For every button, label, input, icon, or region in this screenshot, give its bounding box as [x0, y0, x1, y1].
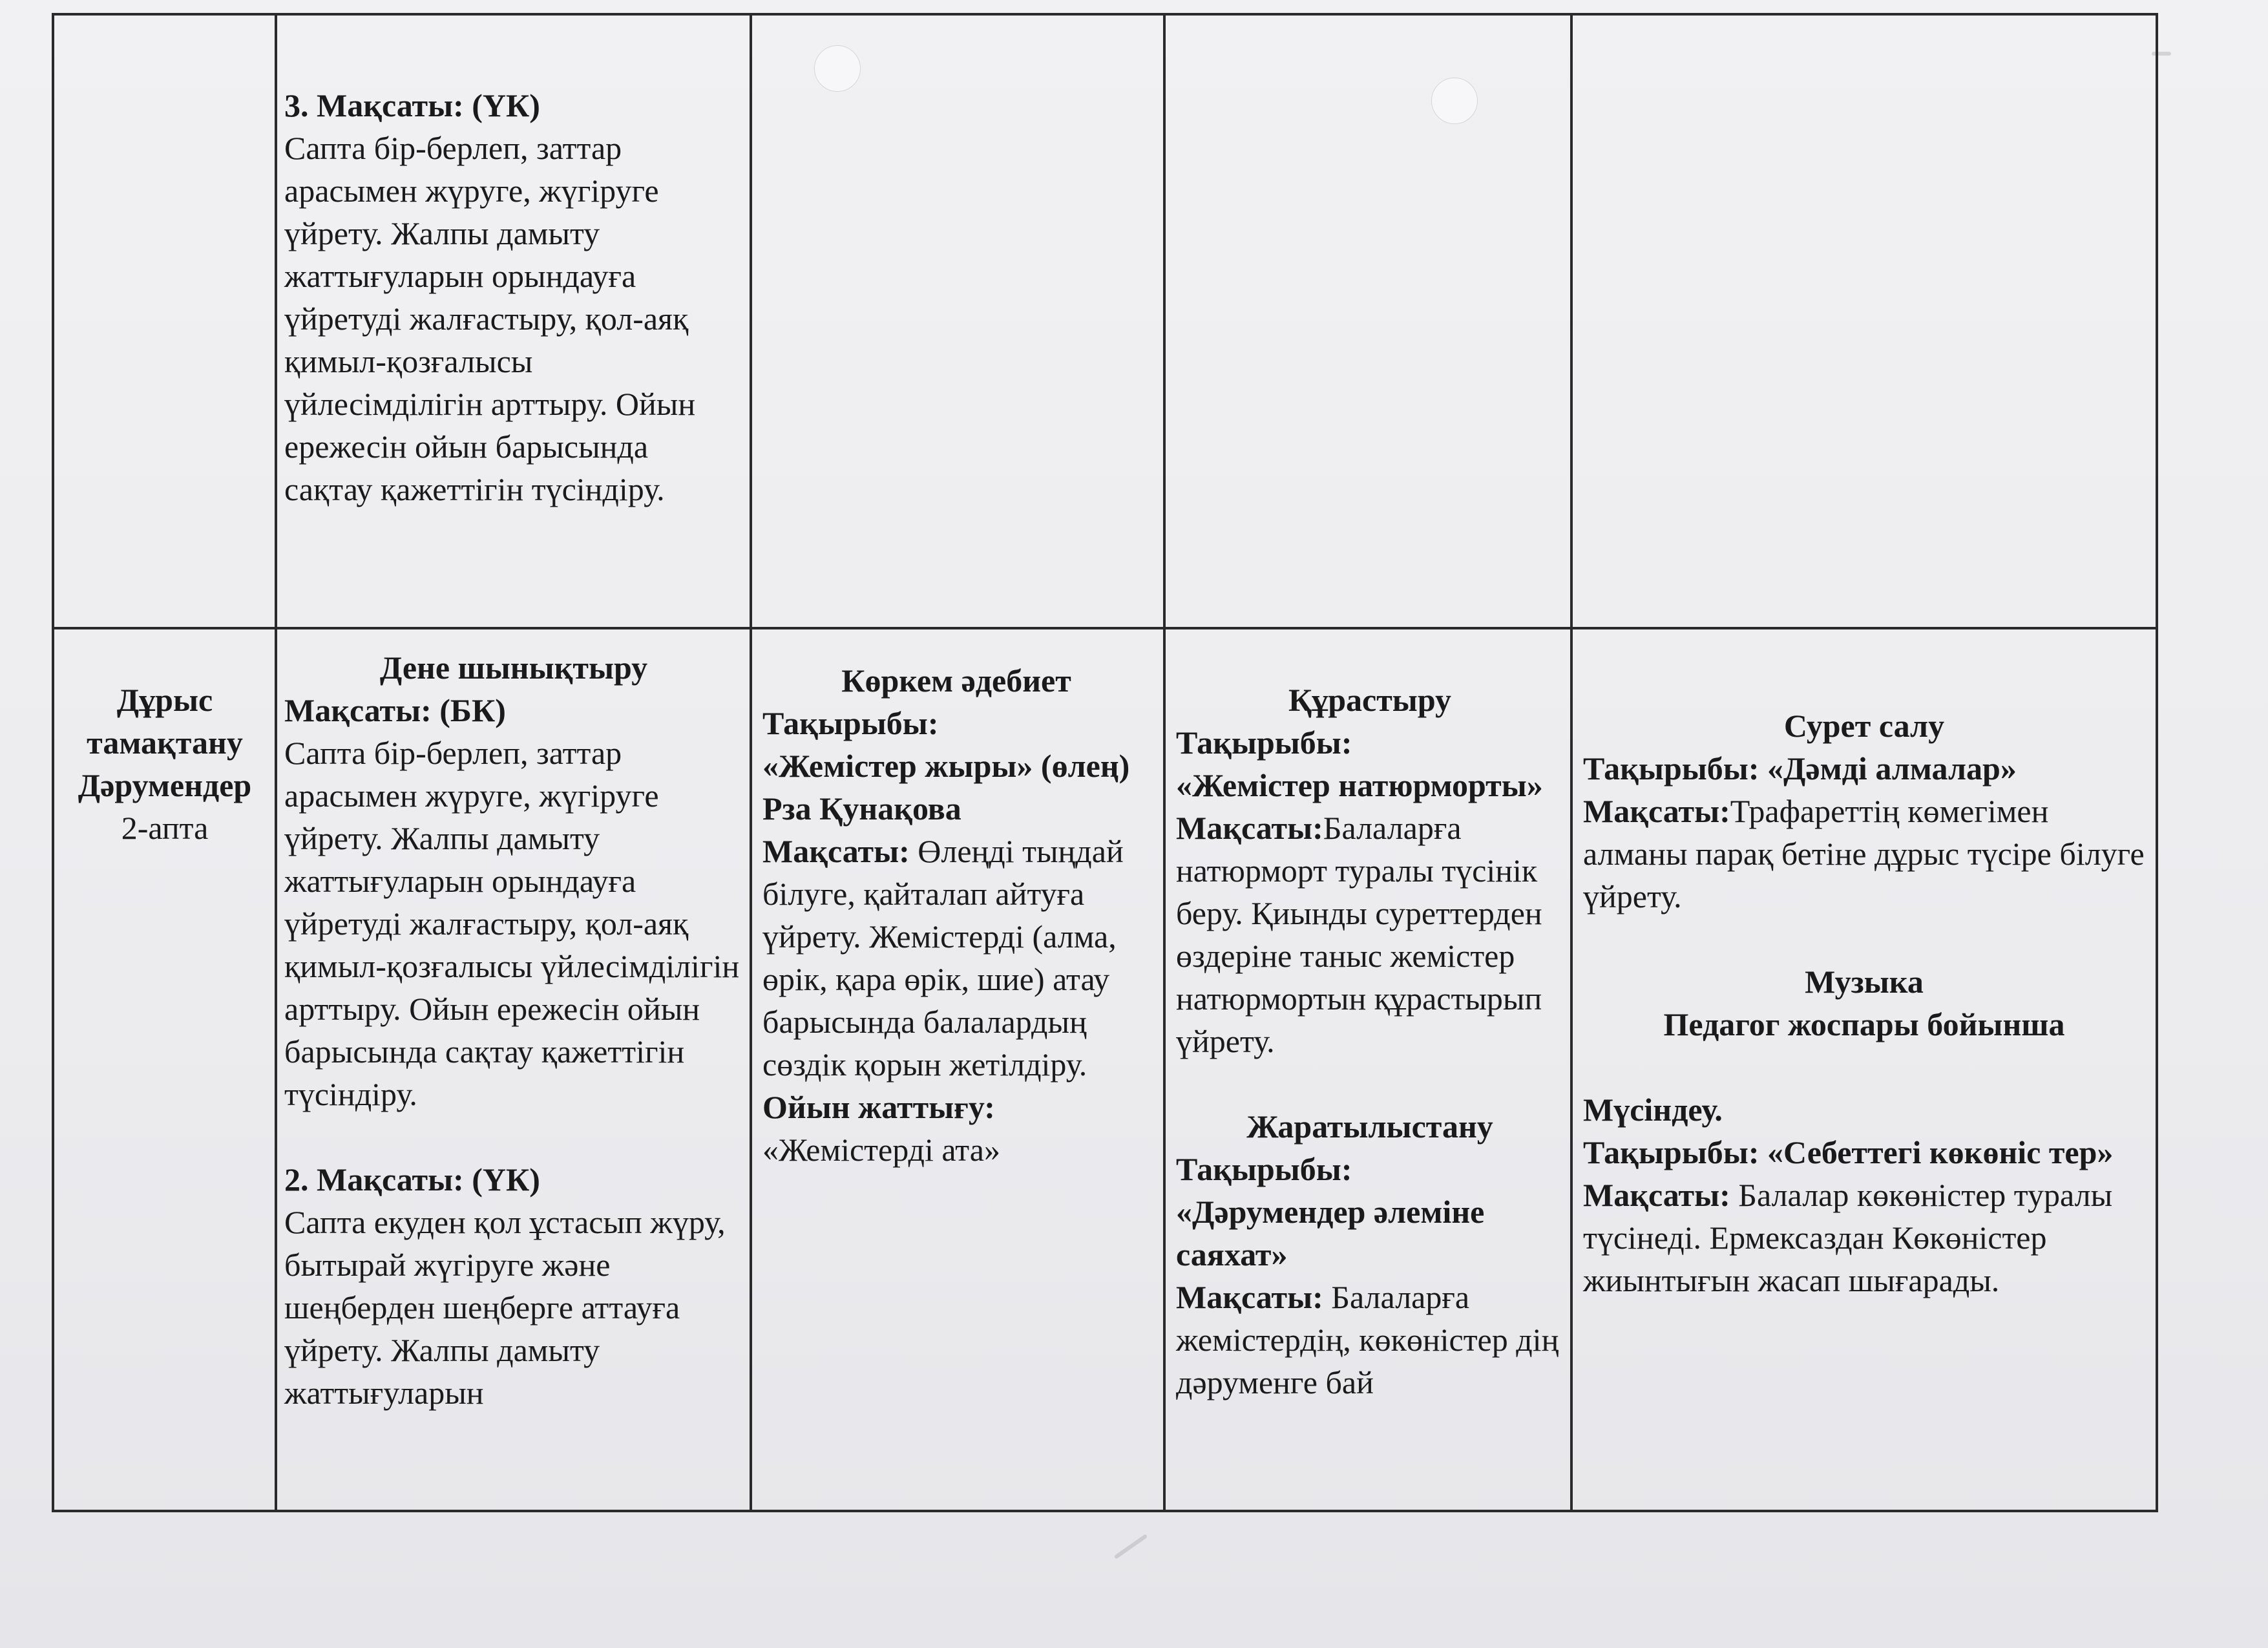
row2-construction-cell: [1176, 679, 1564, 1404]
topic-text: Тақырыбы: «Себеттегі көкөніс тер»: [1583, 1134, 2114, 1170]
topic-text: «Жемістер натюрморты»: [1176, 767, 1543, 803]
topic-label: Тақырыбы:: [1176, 1151, 1352, 1187]
topic-label: Тақырыбы:: [1176, 724, 1352, 761]
goal-label: Мақсаты:: [762, 833, 910, 869]
goal-label: Мақсаты:: [1583, 793, 1730, 829]
subject-title: Мүсіндеу.: [1583, 1092, 1723, 1128]
goal-label: Мақсаты:: [1176, 1279, 1323, 1315]
row2-theme-cell: [58, 679, 271, 849]
lesson-plan-table: [52, 13, 2158, 1512]
row2-physical-education-cell: [284, 646, 743, 1414]
goal-text: Өлеңді тыңдай білуге, қайталап айтуға үйрету. Жемістерді (алма, өрік, қара өрік, шие) атау барысында балалардың сөздік қорын жетілдіру.: [762, 833, 1124, 1083]
topic-text: «Дәрумендер әлеміне саяхат»: [1176, 1194, 1485, 1273]
goal-text: Сапта екуден қол ұстасып жүру, бытырай жүгіруге және шеңберден шеңберге аттауға үйрету. Жалпы дамыту жаттығуларын: [284, 1204, 726, 1411]
week-label: 2-апта: [121, 810, 209, 846]
theme-line: Дұрыс: [116, 682, 213, 718]
subject-title: Сурет салу: [1783, 708, 1945, 744]
table-border-top: [52, 13, 2158, 16]
goal-label: Мақсаты:: [1176, 810, 1323, 846]
game-text: «Жемістерді ата»: [762, 1132, 1000, 1168]
table-border-left: [52, 13, 54, 1512]
paper-mark: [1114, 1534, 1148, 1559]
table-row-divider: [52, 627, 2158, 629]
goal-label: 2. Мақсаты: (ҮК): [284, 1161, 540, 1198]
table-border-bottom: [52, 1510, 2158, 1512]
goal-label: Мақсаты: (БК): [284, 692, 506, 728]
topic-text: Тақырыбы: «Дәмді алмалар»: [1583, 750, 2017, 787]
goal-heading: 3. Мақсаты: (ҮК): [284, 87, 540, 123]
topic-text: «Жемістер жыры» (өлең) Рза Қунақова: [762, 748, 1130, 827]
subject-title: Көркем әдебиет: [841, 662, 1071, 699]
row2-literature-cell: [762, 659, 1150, 1171]
theme-line: Дәрумендер: [78, 767, 252, 803]
subject-title: Дене шынықтыру: [379, 650, 648, 686]
topic-label: Тақырыбы:: [762, 705, 939, 741]
goal-text: Трафареттің көмегімен алманы парақ бетіне дұрыс түсіре білуге үйрету.: [1583, 793, 2145, 914]
table-col-divider-4: [1570, 13, 1573, 1512]
row2-drawing-cell: [1583, 704, 2145, 1302]
subject-title: Жаратылыстану: [1246, 1108, 1493, 1145]
table-border-right: [2156, 13, 2158, 1512]
subject-title: Музыка: [1805, 964, 1924, 1000]
game-label: Ойын жаттығу:: [762, 1089, 995, 1125]
table-col-divider-1: [275, 13, 277, 1512]
table-col-divider-2: [750, 13, 752, 1512]
music-note: Педагог жоспары бойынша: [1663, 1006, 2065, 1042]
goal-text: Балалар көкөністер туралы түсінеді. Ермексаздан Көкөністер жиынтығын жасап шығарады.: [1583, 1177, 2113, 1298]
theme-line: тамақтану: [87, 724, 243, 761]
goal-text: Балаларға жемістердің, көкөністер дің дәруменге бай: [1176, 1279, 1559, 1400]
goal-text: Балаларға натюрморт туралы түсінік беру. Қиынды суреттерден өздеріне таныс жемістер натюрмортын құрастырып үйрету.: [1176, 810, 1542, 1059]
goal-text: Сапта бір-берлеп, заттар арасымен жүруге, жүгіруге үйрету. Жалпы дамыту жаттығуларын орындауға үйретуді жалғастыру, қол-аяқ қимыл-қозғалысы үйлесімділігін арттыру. Ойын ережесін ойын барысында сақтау қажеттігін түсіндіру.: [284, 735, 740, 1112]
table-col-divider-3: [1163, 13, 1166, 1512]
goal-label: Мақсаты:: [1583, 1177, 1730, 1213]
row1-physical-education-cell: [284, 84, 737, 511]
subject-title: Құрастыру: [1288, 682, 1451, 718]
goal-text: Сапта бір-берлеп, заттар арасымен жүруге, жүгіруге үйрету. Жалпы дамыту жаттығуларын орындауға үйретуді жалғастыру, қол-аяқ қимыл-қозғалысы үйлесімділігін арттыру. Ойын ережесін ойын барысында сақтау қажеттігін түсіндіру.: [284, 130, 696, 507]
